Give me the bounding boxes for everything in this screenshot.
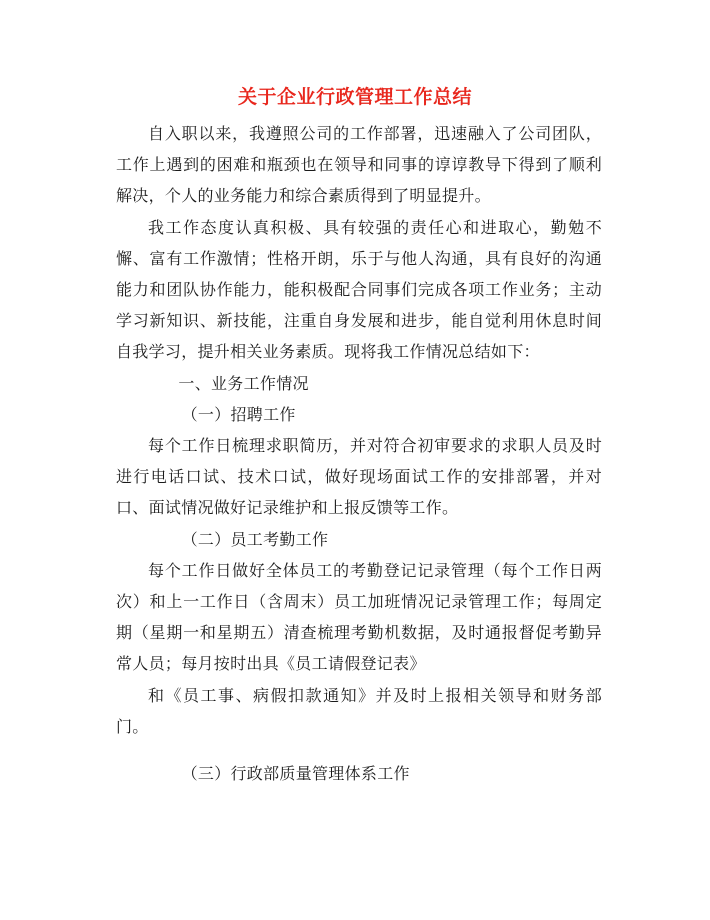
paragraph-attendance: 每个工作日做好全体员工的考勤登记记录管理（每个工作日两次）和上一工作日（含周末）员工加班情况记录管理工作；每周定期（星期一和星期五）清查梳理考勤机数据，及时通报督促考勤异常人员；每月按时出具《员工请假登记表》 bbox=[116, 560, 602, 674]
section-heading-business: 一、业务工作情况 bbox=[178, 373, 309, 393]
paragraph-intro: 自入职以来，我遵照公司的工作部署，迅速融入了公司团队，工作上遇到的困难和瓶颈也在领导和同事的谆谆教导下得到了顺利解决，个人的业务能力和综合素质得到了明显提升。 bbox=[116, 124, 602, 206]
subsection-heading-quality: （三）行政部质量管理体系工作 bbox=[181, 764, 410, 784]
subsection-heading-recruitment: （一）招聘工作 bbox=[181, 404, 296, 424]
paragraph-attendance-continued: 和《员工事、病假扣款通知》并及时上报相关领导和财务部门。 bbox=[116, 685, 602, 736]
paragraph-attitude: 我工作态度认真积极、具有较强的责任心和进取心，勤勉不懈、富有工作激情；性格开朗，乐于与他人沟通，具有良好的沟通能力和团队协作能力，能积极配合同事们完成各项工作业务；主动学习新知识、新技能，注重自身发展和进步，能自觉利用休息时间自我学习，提升相关业务素质。现将我工作情况总结如下： bbox=[116, 217, 602, 362]
document-body bbox=[116, 118, 602, 789]
paragraph-recruitment: 每个工作日梳理求职简历，并对符合初审要求的求职人员及时进行电话口试、技术口试，做好现场面试工作的安排部署，并对口、面试情况做好记录维护和上报反馈等工作。 bbox=[116, 436, 602, 518]
document-title: 关于企业行政管理工作总结 bbox=[237, 86, 472, 108]
subsection-heading-attendance: （二）员工考勤工作 bbox=[181, 529, 329, 549]
